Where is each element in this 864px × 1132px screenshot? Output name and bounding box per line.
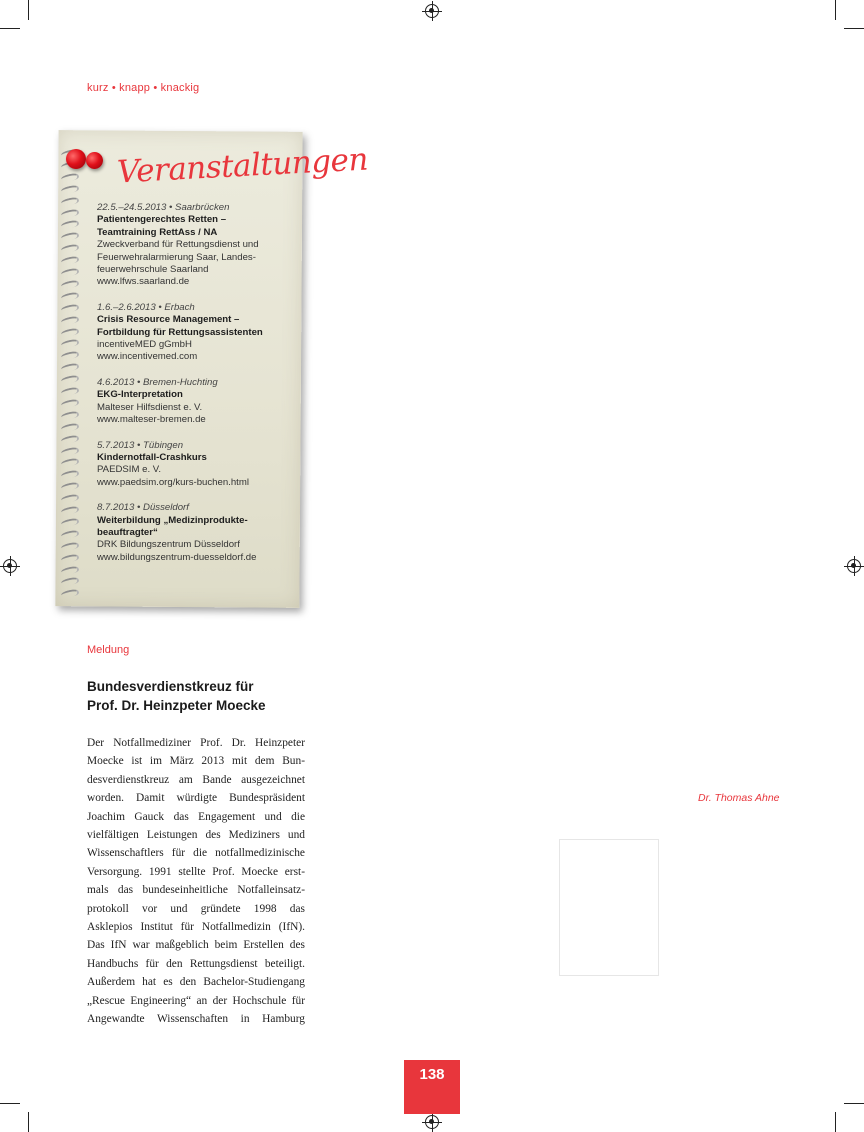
author-credit: Dr. Thomas Ahne — [698, 792, 780, 804]
body-line: Außerdem hat es den Bachelor-Studiengang — [87, 976, 305, 989]
article-category: Meldung — [87, 644, 130, 656]
event-title: Weiterbildung „Medizinprodukte- — [97, 514, 248, 526]
spiral-ring — [60, 398, 79, 409]
image-placeholder — [559, 839, 659, 976]
event-date: 22.5.–24.5.2013 • Saarbrücken — [97, 202, 230, 213]
spiral-ring — [60, 470, 79, 481]
spiral-ring — [60, 303, 79, 314]
spiral-ring — [60, 434, 79, 445]
body-line: vielfältigen Leistungen des Mediziners und — [87, 829, 305, 842]
spiral-ring — [60, 493, 79, 504]
spiral-ring — [60, 517, 79, 528]
spiral-ring — [60, 386, 79, 397]
event-title: EKG-Interpretation — [97, 389, 183, 401]
crop-mark — [28, 1112, 29, 1132]
spiral-ring — [60, 196, 79, 207]
events-list — [97, 202, 293, 577]
body-line: Wissenschaftlers für die notfallmedizinische — [87, 847, 305, 860]
spiral-ring — [60, 410, 79, 421]
registration-mark-icon — [425, 4, 439, 18]
headline-line: Bundesverdienstkreuz für — [87, 679, 254, 694]
event-item — [97, 302, 293, 364]
event-date: 5.7.2013 • Tübingen — [97, 439, 184, 451]
spiral-ring — [60, 255, 79, 266]
event-info: www.lfws.saarland.de — [97, 276, 190, 288]
body-line: Angewandte Wissenschaften in Hamburg — [87, 1013, 305, 1026]
body-line: Moecke ist im März 2013 mit dem Bun- — [87, 755, 305, 768]
headline-line: Prof. Dr. Heinzpeter Moecke — [87, 698, 266, 713]
event-info: incentiveMED gGmbH — [97, 339, 192, 351]
crop-mark — [0, 1103, 20, 1104]
spiral-ring — [60, 279, 79, 290]
spiral-ring — [60, 172, 79, 183]
spiral-ring — [60, 339, 79, 350]
event-info: Zweckverband für Rettungsdienst und — [97, 239, 259, 251]
event-info: Feuerwehralarmierung Saar, Landes- — [97, 251, 256, 263]
spiral-ring — [60, 291, 79, 302]
body-line: Handbuchs für den Rettungsdienst beteiligt. — [87, 957, 305, 970]
spiral-ring — [60, 529, 79, 540]
spiral-ring — [60, 374, 79, 385]
body-line: Der Notfallmediziner Prof. Dr. Heinzpeter — [87, 737, 305, 749]
crop-mark — [28, 0, 29, 20]
page-number: 138 — [404, 1060, 460, 1114]
spiral-ring — [60, 446, 79, 457]
spiral-ring — [60, 541, 79, 552]
registration-mark-icon — [425, 1115, 439, 1129]
article-body — [87, 734, 305, 1029]
spiral-binding — [61, 150, 83, 602]
spiral-ring — [60, 315, 79, 326]
event-title: beauftragter“ — [97, 526, 158, 538]
event-item — [97, 440, 293, 490]
crop-mark — [844, 1103, 864, 1104]
event-info: www.bildungszentrum-duesseldorf.de — [97, 551, 257, 563]
event-info: DRK Bildungszentrum Düsseldorf — [97, 539, 240, 551]
body-line: Joachim Gauck das Engagement und die — [87, 810, 305, 823]
body-line: Das IfN war maßgeblich beim Erstellen des — [87, 939, 305, 952]
event-title: Patientengerechtes Retten – — [97, 214, 227, 226]
crop-mark — [835, 1112, 836, 1132]
registration-mark-icon — [847, 559, 861, 573]
event-info: www.paedsim.org/kurs-buchen.html — [97, 476, 249, 488]
spiral-ring — [60, 362, 79, 373]
spiral-ring — [60, 327, 79, 338]
event-title: Teamtraining RettAss / NA — [97, 226, 218, 238]
crop-mark — [835, 0, 836, 20]
article-headline — [87, 677, 317, 715]
crop-mark — [844, 28, 864, 29]
body-line: mals das bundeseinheitliche Notfalleinsatz- — [87, 884, 305, 897]
event-item — [97, 502, 293, 564]
pushpin-icon — [86, 152, 103, 169]
event-info: www.malteser-bremen.de — [97, 414, 206, 426]
spiral-ring — [60, 220, 79, 231]
pushpin-icon — [66, 149, 86, 169]
spiral-ring — [60, 505, 79, 516]
body-line: desverdienstkreuz am Bande ausgezeichnet — [87, 773, 305, 786]
spiral-ring — [60, 422, 79, 433]
body-line: Asklepios Institut für Notfallmedizin (IfN). — [87, 921, 305, 934]
spiral-ring — [60, 481, 79, 492]
body-line: „Rescue Engineering“ an der Hochschule für — [87, 994, 305, 1007]
crop-mark — [0, 28, 20, 29]
spiral-ring — [60, 184, 79, 195]
event-title: Fortbildung für Rettungsassistenten — [97, 326, 263, 338]
events-title: Veranstaltungen — [116, 141, 369, 191]
spiral-ring — [60, 565, 79, 576]
event-title: Kindernotfall-Crashkurs — [97, 451, 207, 463]
event-item — [97, 202, 293, 289]
body-line: Versorgung. 1991 stellte Prof. Moecke erst- — [87, 865, 305, 878]
spiral-ring — [60, 351, 79, 362]
event-date: 1.6.–2.6.2013 • Erbach — [97, 301, 195, 313]
event-item — [97, 377, 293, 427]
spiral-ring — [60, 589, 79, 600]
spiral-ring — [60, 458, 79, 469]
body-line: worden. Damit würdigte Bundespräsident — [87, 792, 305, 805]
event-date: 4.6.2013 • Bremen-Huchting — [97, 376, 218, 388]
spiral-ring — [60, 232, 79, 243]
section-kicker: kurz • knapp • knackig — [87, 82, 200, 94]
spiral-ring — [60, 267, 79, 278]
spiral-ring — [60, 553, 79, 564]
event-info: Malteser Hilfsdienst e. V. — [97, 401, 203, 413]
spiral-ring — [60, 243, 79, 254]
registration-mark-icon — [3, 559, 17, 573]
body-line: protokoll vor und gründete 1998 das — [87, 902, 305, 915]
spiral-ring — [60, 208, 79, 219]
event-info: feuerwehrschule Saarland — [97, 264, 209, 276]
spiral-ring — [60, 577, 79, 588]
event-date: 8.7.2013 • Düsseldorf — [97, 502, 189, 514]
event-info: PAEDSIM e. V. — [97, 464, 161, 476]
event-info: www.incentivemed.com — [97, 351, 198, 363]
event-title: Crisis Resource Management – — [97, 314, 240, 326]
